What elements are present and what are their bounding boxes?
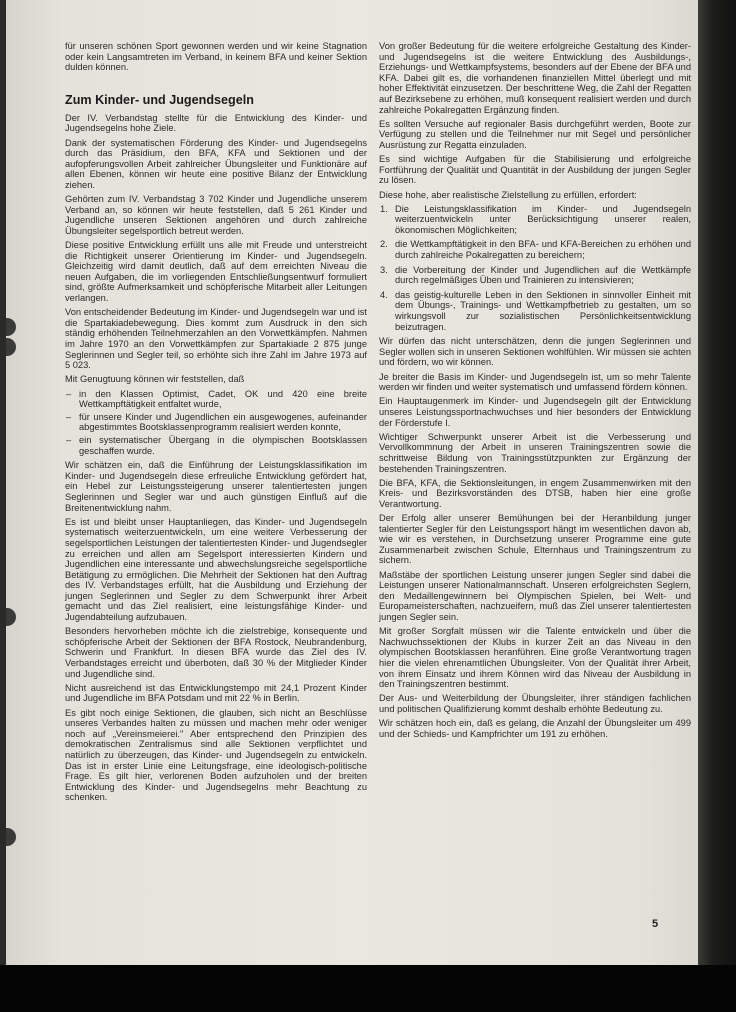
- paragraph: Wir schätzen hoch ein, daß es gelang, die Anzahl der Übungsleiter um 499 und der Schieds- und Kampfrichter um 191 zu erhöhen.: [379, 718, 691, 739]
- bullet-item: – für unsere Kinder und Jugendlichen ein ausgewogenes, aufeinander abgestimmtes Bootsklassenprogramm realisiert werden konnte,: [65, 412, 367, 433]
- paragraph: Es ist und bleibt unser Hauptanliegen, das Kinder- und Jugendsegeln systematisch weiterzuentwickeln, um eine weitere Verbesserung der segelsportlichen Leistungen der talentiertesten Kinder- und Jugendsegler zu erreichen und allen am Segelsport interessierten Kindern und Jugendlichen eine interessante und abwechslungsreiche segelsportliche Betätigung zu ermöglichen. Die Mehrheit der Sektionen hat den Auftrag des IV. Verbandstages erfüllt, hat die Ausbildung und Erziehung der jungen Seglerinnen und Segler zu dem Schwerpunkt ihrer Arbeit gemacht und das Ziel realisiert, eine leistungsfähige Kinder- und Jugendabteilung aufzubauen.: [65, 516, 367, 623]
- left-column: [65, 41, 367, 807]
- section-heading: Zum Kinder- und Jugendsegeln: [65, 92, 254, 107]
- paragraph: Von entscheidender Bedeutung im Kinder- und Jugendsegeln war und ist die Spartakiadebewegung. Dies kommt zum Ausdruck in den sich ständig erhöhenden Teilnehmerzahlen an den Vorwettkämpfen. Nahmen im Jahre 1970 an den Vorwettkämpfen zur Spartakiade 2 875 junge Seglerinnen und Segler teil, so erhöhte sich ihre Zahl im Jahre 1973 auf 5 023.: [65, 307, 367, 371]
- paragraph: Besonders hervorheben möchte ich die zielstrebige, konsequente und schöpferische Arbeit der Sektionen der BFA Rostock, Neubrandenburg, Schwerin und Frankfurt. In diesen BFA wurde das Ziel des IV. Verbandstages erreicht und überboten, daß 30 % der Mitglieder Kinder und Jugendliche sind.: [65, 626, 367, 679]
- binding-hole: [6, 318, 16, 336]
- item-number: 4.: [380, 289, 388, 300]
- paragraph: Ein Hauptaugenmerk im Kinder- und Jugendsegeln gilt der Entwicklung unseres Leistungssportnachwuchses und hier besonders der Entwicklung der Förderstufe I.: [379, 396, 691, 428]
- paragraph: Gehörten zum IV. Verbandstag 3 702 Kinder und Jugendliche unserem Verband an, so können wir heute feststellen, daß 5 261 Kinder und Jugendliche unseren Sektionen angehören und durch zahlreiche Übungsleiter segelsportlich betreut werden.: [65, 194, 367, 236]
- item-number: 2.: [380, 239, 388, 250]
- right-column: [379, 41, 691, 743]
- paragraph: Maßstäbe der sportlichen Leistung unserer jungen Segler sind dabei die Leistungen unserer Nationalmannschaft. Unseren erfolgreichsten Seglern, den Medaillengewinnern bei Olympischen Spielen, bei Welt- und Europameisterschaften, nachzueifern, muß das Ziel unserer talentiertesten jungen Segler sein.: [379, 569, 691, 623]
- numbered-item: [379, 204, 691, 236]
- item-text: das geistig-kulturelle Leben in den Sektionen in sinnvoller Einheit mit dem Übungs-, Trainings- und Wettkampfbetrieb zu gestalten, um so wirkungsvoll zur sozialistischen Persönlichkeitsentwicklung beizutragen.: [395, 289, 691, 332]
- paragraph: Mit großer Sorgfalt müssen wir die Talente entwickeln und über die Nachwuchssektionen der Klubs in kurzer Zeit an das Niveau in den olympischen Bootsklassen heranführen. Eine große Verantwortung tragen hier die vielen ehrenamtlichen Übungsleiter. Von der Qualität ihrer Arbeit, von ihrem Einsatz und ihrem Können wird das Niveau der Ausbildung in den Trainingszentren bestimmt.: [379, 626, 691, 690]
- paragraph: Diese positive Entwicklung erfüllt uns alle mit Freude und unterstreicht die Richtigkeit unserer Orientierung im Kinder- und Jugendsegeln. Gleichzeitig wird damit deutlich, daß auf dem erreichten Niveau die neuen Aufgaben, die im vorliegenden Entschließungsentwurf formuliert sind, größte Aufmerksamkeit und schöpferische Mitarbeit aller Leitungen verlangen.: [65, 240, 367, 304]
- paragraph: Wir schätzen ein, daß die Einführung der Leistungsklassifikation im Kinder- und Jugendsegeln diese erfreuliche Entwicklung gefördert hat, ein Hebel zur Leistungssteigerung unserer talentiertesten jungen Seglerinnen und Segler war und auch günstigen Einfluß auf die Breitenentwicklung nahm.: [65, 460, 367, 513]
- paragraph: Der Erfolg aller unserer Bemühungen bei der Heranbildung junger talentierter Segler für den Leistungssport hängt im wesentlichen davon ab, wie wir es verstehen, in Durchsetzung unserer Programme eine gute Zusammenarbeit zwischen Schule, Elternhaus und Trainingszentrum zu sichern.: [379, 513, 691, 566]
- item-text: die Vorbereitung der Kinder und Jugendlichen auf die Wettkämpfe durch regelmäßiges Üben und Trainieren zu intensivieren;: [395, 264, 691, 286]
- paragraph: Die BFA, KFA, die Sektionsleitungen, in engem Zusammenwirken mit den Kreis- und Bezirksvorständen des DTSB, haben hier eine große Verantwortung.: [379, 477, 691, 509]
- numbered-item: [379, 265, 691, 286]
- paragraph: Es gibt noch einige Sektionen, die glauben, sich nicht an Beschlüsse unseres Verbandes halten zu müssen und machen mehr oder weniger noch auf „Vereinsmeierei." Aber entsprechend den Prinzipien des demokratischen Zentralismus sind alle Sektionen verpflichtet und natürlich zu überzeugen, das Kinder- und Jugendsegeln zu entwickeln. Das ist in erster Linie eine Leitungsfrage, eine ideologisch-politische Frage. Es gilt hier, verlorenen Boden aufzuholen und der breiten Entwicklung des Kinder- und Jugendsegelns mehr Beachtung zu schenken.: [65, 707, 367, 803]
- paragraph: Diese hohe, aber realistische Zielstellung zu erfüllen, erfordert:: [379, 189, 637, 200]
- paragraph: Je breiter die Basis im Kinder- und Jugendsegeln ist, um so mehr Talente werden wir finden und weiter systematisch und umfassend fördern können.: [379, 371, 691, 393]
- numbered-item: [379, 239, 691, 260]
- item-number: 3.: [380, 264, 388, 275]
- paragraph: Wichtiger Schwerpunkt unserer Arbeit ist die Verbesserung und Vervollkommnung der Arbeit in unseren Trainingszentren sowie die schrittweise Bildung von Trainingsstützpunkten zur Ergänzung der bestehenden Trainingszentren.: [379, 431, 691, 474]
- binding-hole: [6, 828, 16, 846]
- book-spine-edge: [698, 0, 736, 965]
- scan-shadow: [0, 965, 736, 1012]
- paragraph: Mit Genugtuung können wir feststellen, daß: [65, 374, 245, 385]
- paragraph: Der IV. Verbandstag stellte für die Entwicklung des Kinder- und Jugendsegelns hohe Ziele.: [65, 112, 367, 134]
- binding-hole: [6, 608, 16, 626]
- paragraph: Von großer Bedeutung für die weitere erfolgreiche Gestaltung des Kinder- und Jugendsegelns ist die weitere Entwicklung des Ausbildungs-, Erziehungs- und Wettkampfsystems, besonders auf der Ebene der BFA und KFA. Dabei gilt es, die vorhandenen finanziellen Mittel überlegt und mit hoher Effektivität einzusetzen. Der beschrittene Weg, die Zahl der Regatten auf Bezirksebene zu erhöhen, muß konsequent realisiert werden und durch zahlreiche Pokalregatten Ergänzung finden.: [379, 41, 691, 115]
- document-page: [6, 0, 706, 965]
- binding-hole: [6, 338, 16, 356]
- item-text: die Wettkampftätigkeit in den BFA- und KFA-Bereichen zu erhöhen und durch zahlreiche Pokalregatten zu bereichern;: [395, 239, 691, 261]
- item-number: 1.: [380, 203, 388, 214]
- item-text: Die Leistungsklassifikation im Kinder- und Jugendsegeln weiterzuentwickeln unter Berücksichtigung unserer realen, ökonomischen Möglichkeiten;: [395, 203, 691, 235]
- paragraph: Der Aus- und Weiterbildung der Übungsleiter, ihrer ständigen fachlichen und politischen Qualifizierung kommt deshalb erhöhte Bedeutung zu.: [379, 693, 691, 714]
- paragraph: Es sollten Versuche auf regionaler Basis durchgeführt werden, Boote zur Verfügung zu stellen und die Teilnehmer nur mit Segel und persönlicher Ausrüstung zur Regatta einzuladen.: [379, 118, 691, 150]
- paragraph: Dank der systematischen Förderung des Kinder- und Jugendsegelns durch das Präsidium, den BFA, KFA und Sektionen und der aufopferungsvollen Arbeit zahlreicher Übungsleiter und Funktionäre auf allen Ebenen, können wir heute eine positive Bilanz der Entwicklung ziehen.: [65, 137, 367, 190]
- page-number: 5: [652, 918, 659, 930]
- paragraph: Es sind wichtige Aufgaben für die Stabilisierung und erfolgreiche Fortführung der Qualität und Quantität in der Ausbildung der jungen Segler zu lösen.: [379, 154, 691, 186]
- paragraph: Wir dürfen das nicht unterschätzen, denn die jungen Seglerinnen und Segler wollen sich in unseren Sektionen wohlfühlen. Wir müssen sie achten und fördern, wo wir können.: [379, 336, 691, 368]
- paragraph: Nicht ausreichend ist das Entwicklungstempo mit 24,1 Prozent Kinder und Jugendliche im BFA Potsdam und mit 22 % in Berlin.: [65, 682, 367, 704]
- intro-paragraph: für unseren schönen Sport gewonnen werden und wir keine Stagnation oder kein Langsamtreten im Verband, in keinem BFA und keiner Sektion dulden können.: [65, 41, 367, 73]
- bullet-item: – in den Klassen Optimist, Cadet, OK und 420 eine breite Wettkampftätigkeit entfaltet wurde,: [65, 389, 367, 410]
- numbered-item: [379, 290, 691, 332]
- bullet-item: – ein systematischer Übergang in die olympischen Bootsklassen geschaffen wurde.: [65, 435, 367, 456]
